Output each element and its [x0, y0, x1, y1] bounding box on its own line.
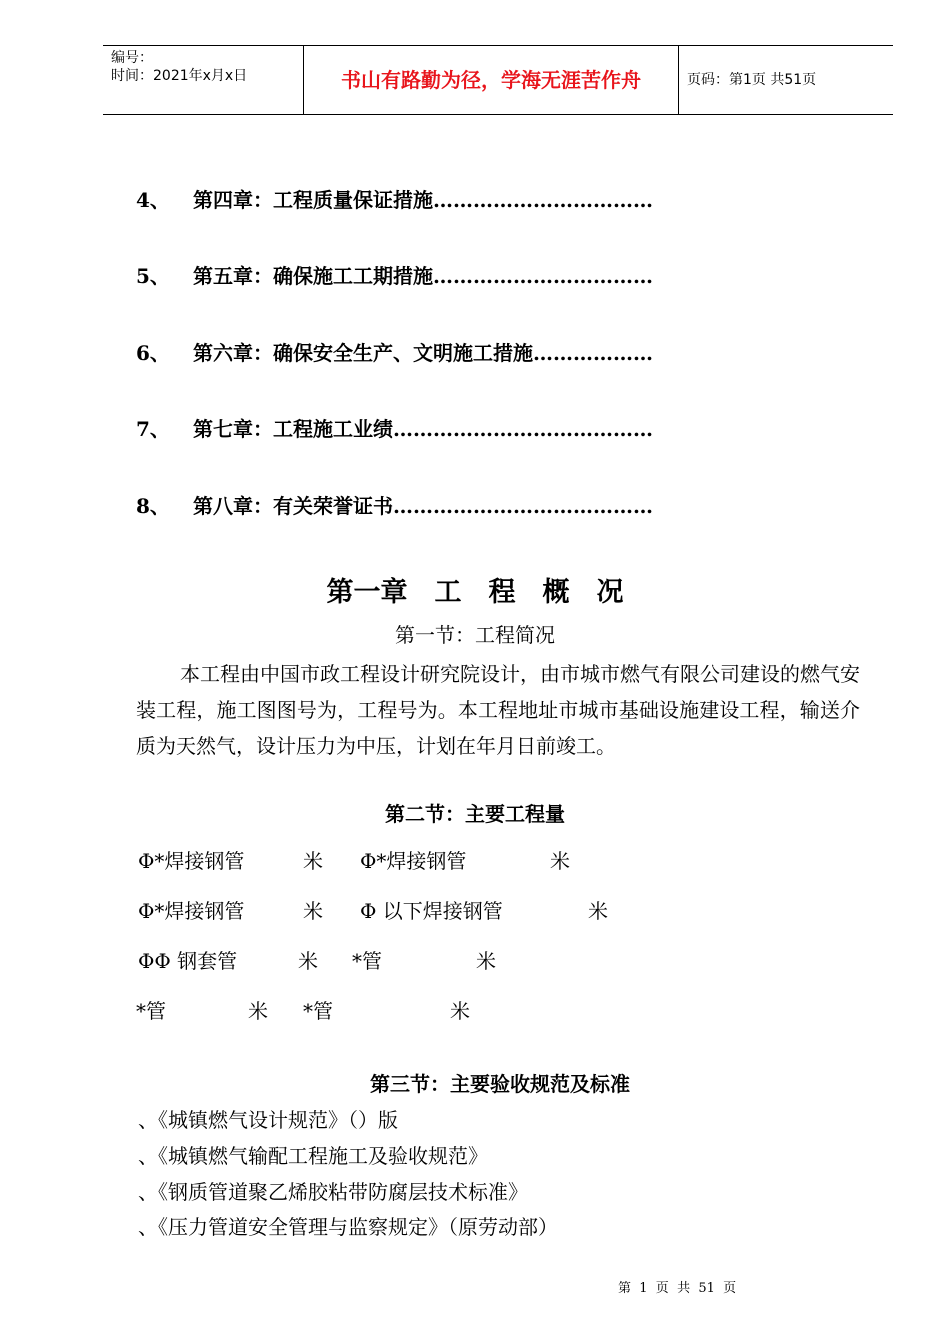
quantity-unit: 米 [476, 949, 496, 973]
toc-item[interactable] [136, 262, 653, 290]
quantity-item: *管 [136, 999, 166, 1023]
toc-item-number: 4、 [136, 188, 170, 212]
quantity-row [0, 896, 950, 926]
quantity-row [0, 846, 950, 876]
standard-item: 、《城镇燃气输配工程施工及验收规范》 [138, 1144, 488, 1168]
standard-item: 、《城镇燃气设计规范》（）版 [138, 1108, 398, 1132]
toc-item-number: 7、 [136, 417, 170, 441]
toc-item-text: 第六章：确保安全生产、文明施工措施……………… [193, 341, 653, 365]
quantity-unit: 米 [550, 849, 570, 873]
toc-item-number: 5、 [136, 264, 170, 288]
quantity-unit: 米 [248, 999, 268, 1023]
toc-item[interactable] [136, 339, 653, 367]
toc-item[interactable] [136, 186, 653, 214]
document-date: 时间：2021年x月x日 [111, 68, 248, 84]
quantity-row [0, 946, 950, 976]
section-2-title: 第二节：主要工程量 [385, 802, 565, 826]
toc-item-text: 第四章：工程质量保证措施…………………………… [193, 188, 653, 212]
quantity-unit: 米 [303, 849, 323, 873]
toc-item-text: 第五章：确保施工工期措施…………………………… [193, 264, 653, 288]
quantity-item: Φ*焊接钢管 [138, 849, 245, 873]
standard-item: 、《钢质管道聚乙烯胶粘带防腐层技术标准》 [138, 1180, 528, 1204]
quantity-unit: 米 [303, 899, 323, 923]
header-page-number: 页码：第1页 共51页 [687, 72, 817, 88]
page-header [103, 45, 893, 115]
toc-item[interactable] [136, 492, 653, 520]
standard-item: 、《压力管道安全管理与监察规定》（原劳动部） [138, 1215, 558, 1239]
toc-item-text: 第七章：工程施工业绩………………………………… [193, 417, 653, 441]
quantity-item: *管 [352, 949, 382, 973]
quantity-item: Φ*焊接钢管 [138, 899, 245, 923]
toc-item-text: 第八章：有关荣誉证书………………………………… [193, 494, 653, 518]
section-3-title: 第三节：主要验收规范及标准 [370, 1072, 630, 1096]
header-meta [103, 46, 303, 114]
header-motto: 书山有路勤为径，学海无涯苦作舟 [303, 46, 679, 114]
quantity-item: Φ*焊接钢管 [360, 849, 467, 873]
quantity-item: *管 [303, 999, 333, 1023]
quantity-item: Φ 以下焊接钢管 [360, 899, 503, 923]
quantity-unit: 米 [450, 999, 470, 1023]
toc-item-number: 6、 [136, 341, 170, 365]
toc-item[interactable] [136, 415, 653, 443]
document-number-label: 编号： [111, 50, 153, 66]
chapter-title: 第一章 工 程 概 况 [326, 577, 624, 608]
toc-item-number: 8、 [136, 494, 170, 518]
project-overview-paragraph: 本工程由中国市政工程设计研究院设计，由市城市燃气有限公司建设的燃气安装工程，施工图图号为，工程号为。本工程地址市城市基础设施建设工程，输送介质为天然气，设计压力为中压，计划在年月日前竣工。 [136, 662, 860, 758]
quantity-unit: 米 [298, 949, 318, 973]
quantity-item: ΦΦ 钢套管 [138, 949, 238, 973]
section-1-title: 第一节：工程简况 [395, 623, 555, 647]
quantity-row [0, 996, 950, 1026]
quantity-unit: 米 [588, 899, 608, 923]
page-footer: 第 1 页 共 51 页 [618, 1281, 737, 1296]
